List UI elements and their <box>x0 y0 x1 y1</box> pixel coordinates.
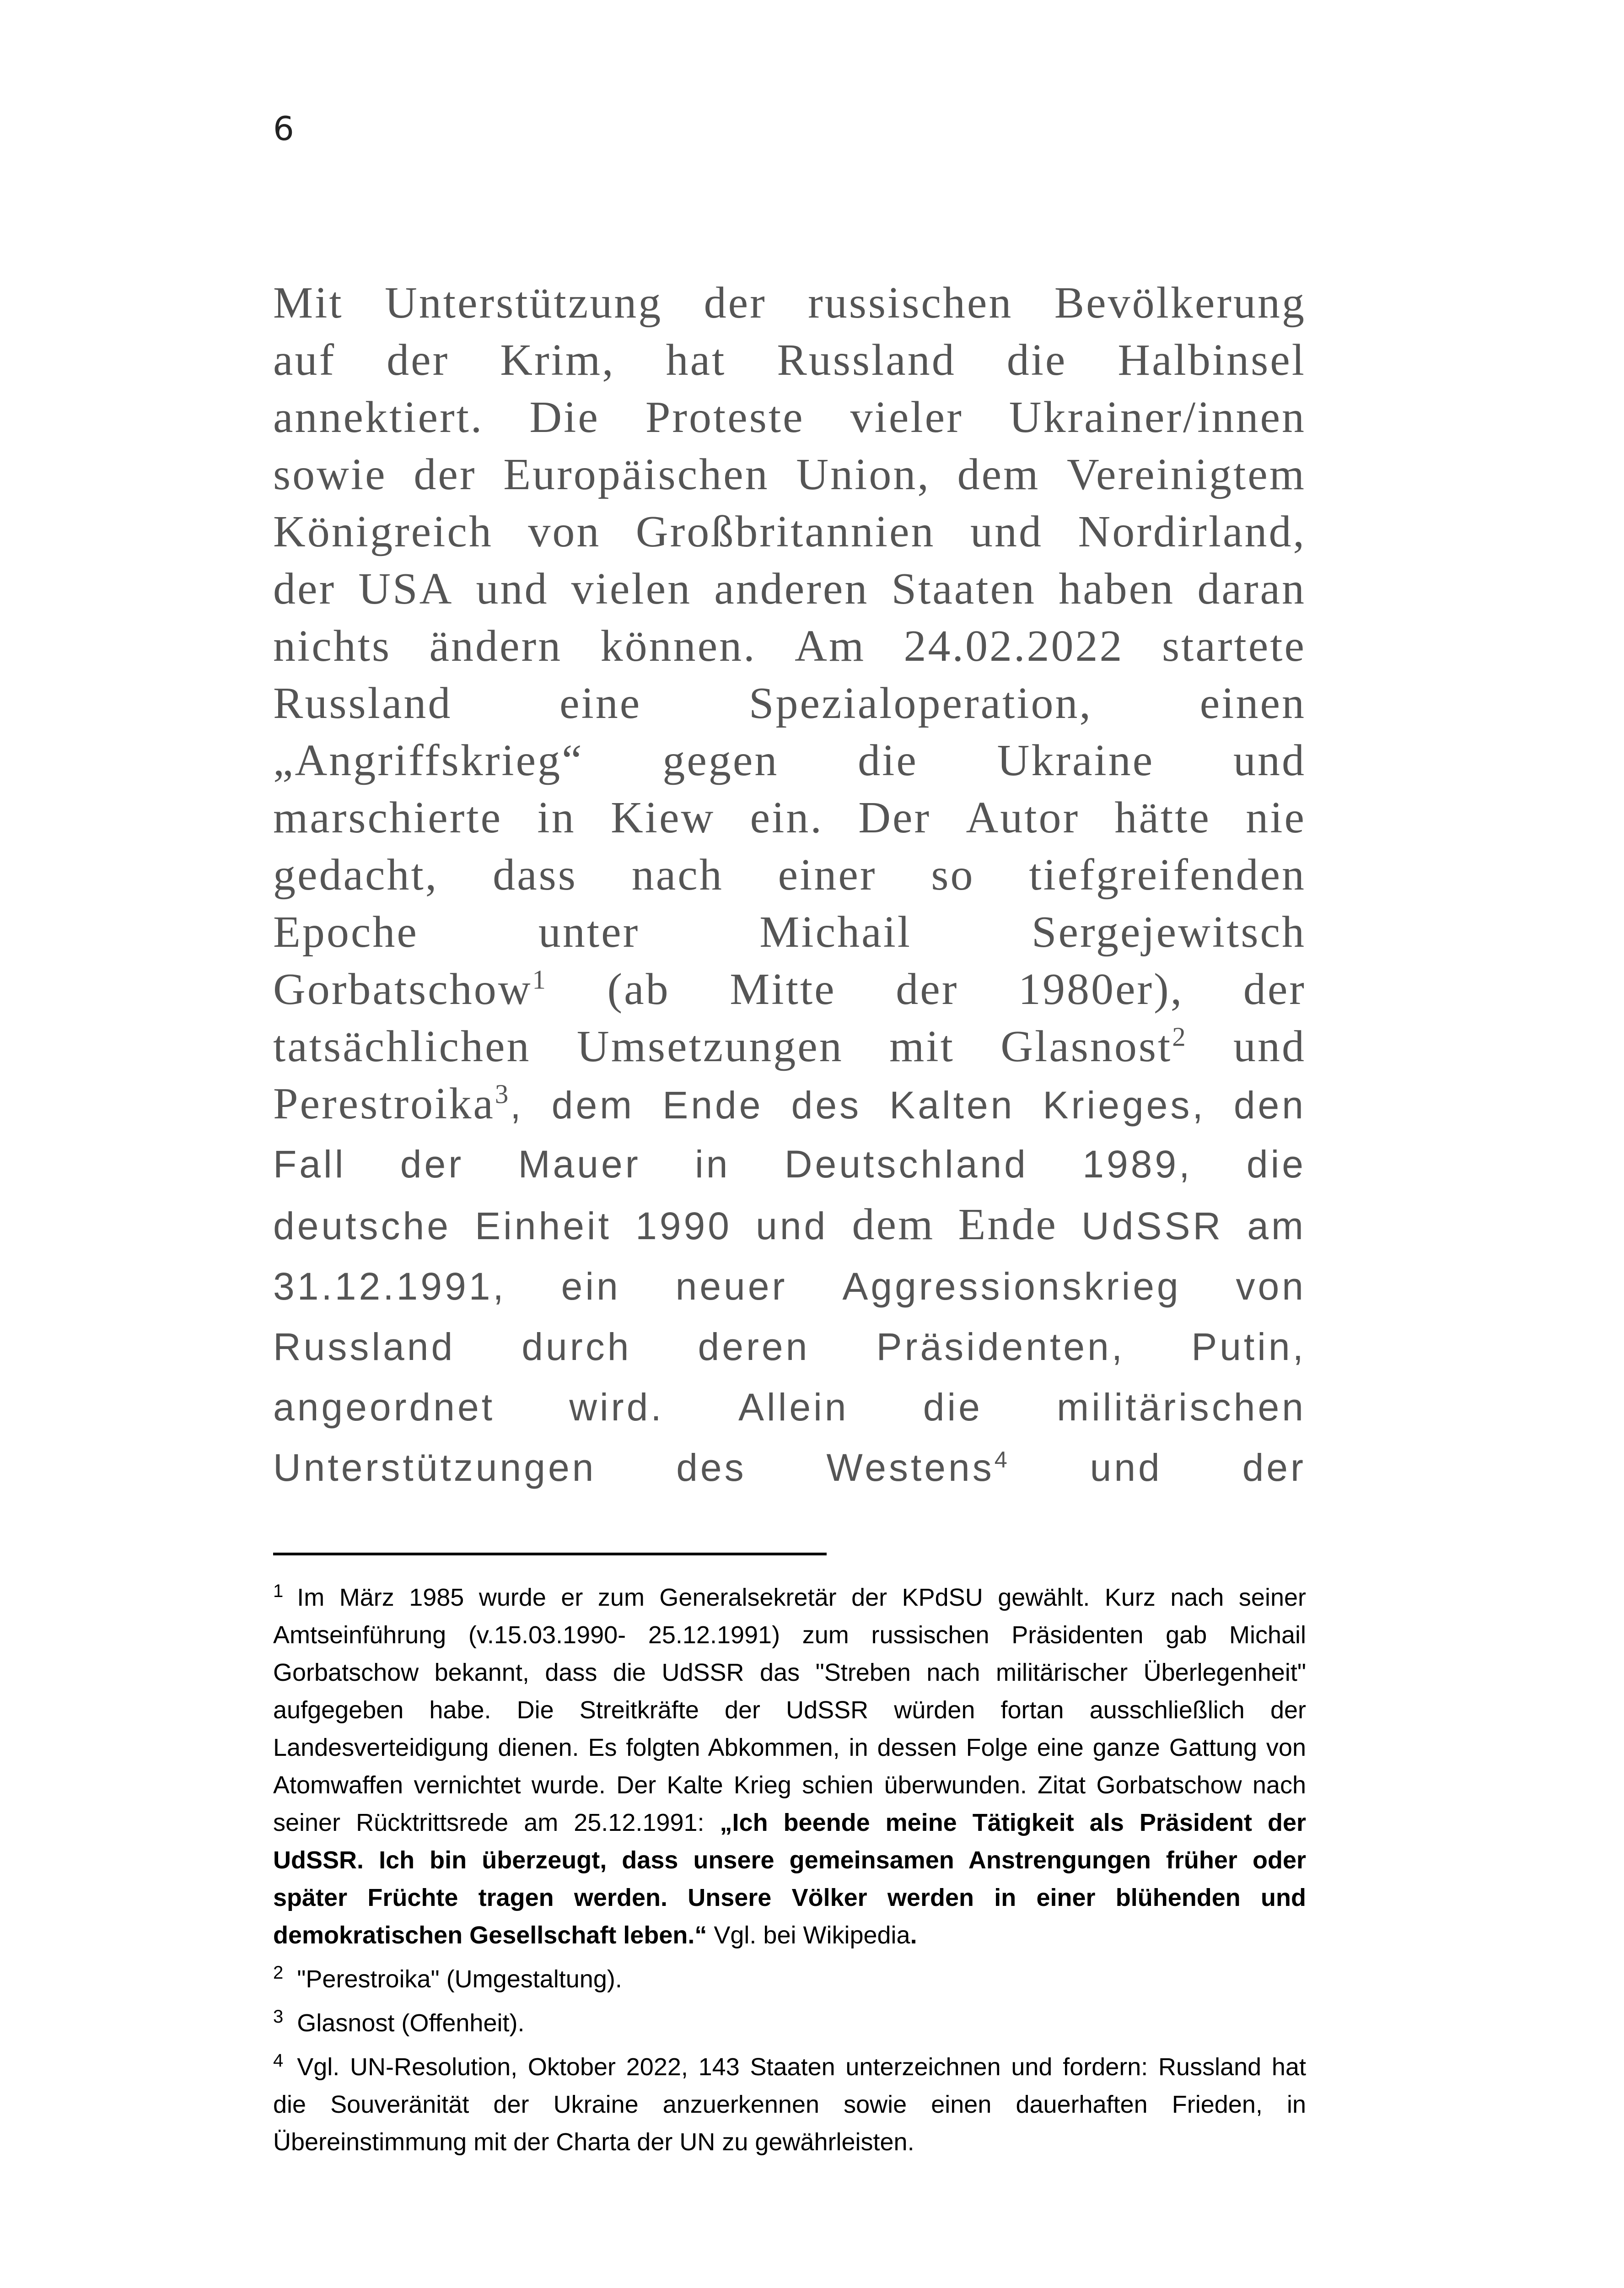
text-line: auf der Krim, hat Russland die Halbinsel <box>273 335 1306 385</box>
text-line: Königreich von Großbritannien und Nordirland, <box>273 507 1306 556</box>
text-line: der USA und vielen anderen Staaten haben daran <box>273 564 1306 614</box>
text-line: deutsche Einheit 1990 und dem Ende UdSSR am <box>273 1200 1306 1249</box>
text-line: sowie der Europäischen Union, dem Vereinigtem <box>273 450 1306 499</box>
footnote-ref-1: 1 <box>532 965 548 995</box>
serif-paragraph <box>273 275 1306 961</box>
footnote-4: $^4$ Vgl. UN-Resolution, Oktober 2022, 143 Staaten unterzeichnen und fordern: Russland hat die Souveränität der Ukraine anzuerkennen sowie einen dauerhaften Frieden, in Übereinstimmung mit der Charta der UN zu gewährleisten. <box>273 2051 1306 2156</box>
text-line: Epoche unter Michail Sergejewitsch <box>273 907 1306 957</box>
text-line: Gorbatschow$^1$ (ab Mitte der 1980er), der <box>273 965 1306 1014</box>
text-line: tatsächlichen Umsetzungen mit Glasnost$^2$ und <box>273 1022 1306 1071</box>
footnote-ref-3: 3 <box>495 1079 511 1109</box>
footnotes <box>273 1579 1306 2167</box>
footnote-ref-4: 4 <box>994 1446 1010 1473</box>
footnote-3: $^3$ Glasnost (Offenheit). <box>273 2007 525 2037</box>
text-line: Fall der Mauer in Deutschland 1989, die <box>273 1143 1306 1186</box>
text-line: Perestroika$^3$, dem Ende des Kalten Krieges, den <box>273 1079 1306 1128</box>
footnote-1: $^1$ Im März 1985 wurde er zum Generalsekretär der KPdSU gewählt. Kurz nach seiner Amtseinführung (v.15.03.1990- 25.12.1991) zum russischen Präsidenten gab Michail Gorbatschow bekannt, dass die UdSSR das "Streben nach militärischer Überlegenheit" aufgegeben habe. Die Streitkräfte der UdSSR würden fortan ausschließlich der Landesverteidigung dienen. Es folgten Abkommen, in dessen Folge eine ganze Gattung von Atomwaffen vernichtet wurde. Der Kalte Krieg schien überwunden. Zitat Gorbatschow nach seiner Rücktrittsrede am 25.12.1991: „Ich beende meine Tätigkeit als Präsident der UdSSR. Ich bin überzeugt, dass unsere gemeinsamen Anstrengungen früher oder später Früchte tragen werden. Unsere Völker werden in einer blühenden und demokratischen Gesellschaft leben.“ Vgl. bei Wikipedia. <box>273 1581 1306 1949</box>
main-text <box>273 275 1306 1498</box>
footnote-ref-2: 2 <box>1172 1022 1188 1052</box>
text-line: 31.12.1991, ein neuer Aggressionskrieg von <box>273 1265 1306 1308</box>
text-line: marschierte in Kiew ein. Der Autor hätte nie <box>273 793 1306 842</box>
footnote-separator <box>273 1553 827 1555</box>
footnote-2: $^2$ "Perestroika" (Umgestaltung). <box>273 1963 622 1993</box>
text-line: Russland eine Spezialoperation, einen <box>273 679 1306 728</box>
text-line: angeordnet wird. Allein die militärischen <box>273 1386 1306 1429</box>
text-line: „Angriffskrieg“ gegen die Ukraine und <box>273 736 1306 785</box>
text-line: Russland durch deren Präsidenten, Putin, <box>273 1325 1306 1368</box>
text-line: Unterstützungen des Westens$^4$ und der <box>273 1446 1306 1489</box>
text-line: Mit Unterstützung der russischen Bevölkerung <box>273 278 1306 328</box>
page-number: 6 <box>273 109 294 148</box>
text-line: nichts ändern können. Am 24.02.2022 startete <box>273 621 1306 671</box>
text-line: gedacht, dass nach einer so tiefgreifenden <box>273 850 1306 900</box>
text-line: annektiert. Die Proteste vieler Ukrainer/innen <box>273 393 1306 442</box>
